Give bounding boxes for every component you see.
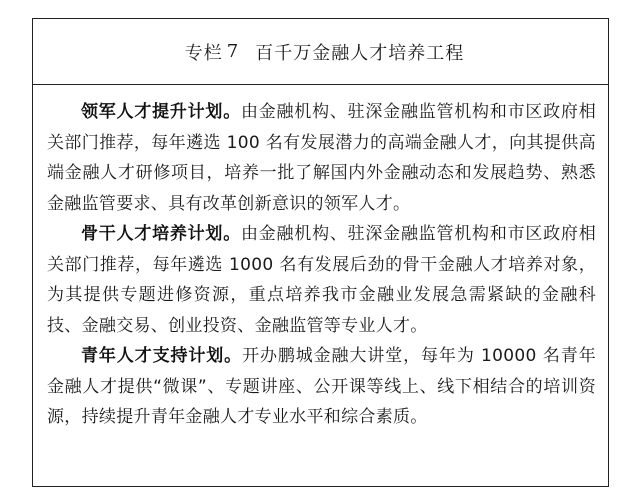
paragraph-lead: 青年人才支持计划。	[81, 346, 243, 366]
paragraph-lead: 骨干人才培养计划。	[81, 224, 241, 244]
paragraph-text: 由金融机构、驻深金融监管机构和市区政府相关部门推荐，每年遴选 100 名有发展潜力的高端金融人才，向其提供高端金融人才研修项目，培养一批了解国内外金融动态和发展趋势、熟悉金融监管要求、具有改革创新意识的领军人才。	[47, 102, 597, 214]
box-title	[33, 19, 608, 85]
sidebar-box	[32, 18, 609, 487]
paragraph-backbone-plan	[47, 219, 596, 341]
box-title-text: 百千万金融人才培养工程	[255, 42, 465, 64]
paragraph-text: 由金融机构、驻深金融监管机构和市区政府相关部门推荐，每年遴选 1000 名有发展后劲的骨干金融人才培养对象，为其提供专题进修资源，重点培养我市金融业发展急需紧缺的金融科技、金融交易、创业投资、金融监管等专业人才。	[47, 224, 597, 336]
paragraph-youth-plan	[47, 341, 596, 433]
paragraph-leader-plan	[47, 97, 596, 219]
box-body	[33, 85, 608, 433]
paragraph-lead: 领军人才提升计划。	[81, 102, 241, 122]
box-title-number: 7	[226, 41, 240, 62]
paragraph-text: 开办鹏城金融大讲堂，每年为 10000 名青年金融人才提供“微课”、专题讲座、公开课等线上、线下相结合的培训资源，持续提升青年金融人才专业水平和综合素质。	[47, 346, 596, 427]
box-title-prefix: 专栏	[184, 42, 223, 64]
